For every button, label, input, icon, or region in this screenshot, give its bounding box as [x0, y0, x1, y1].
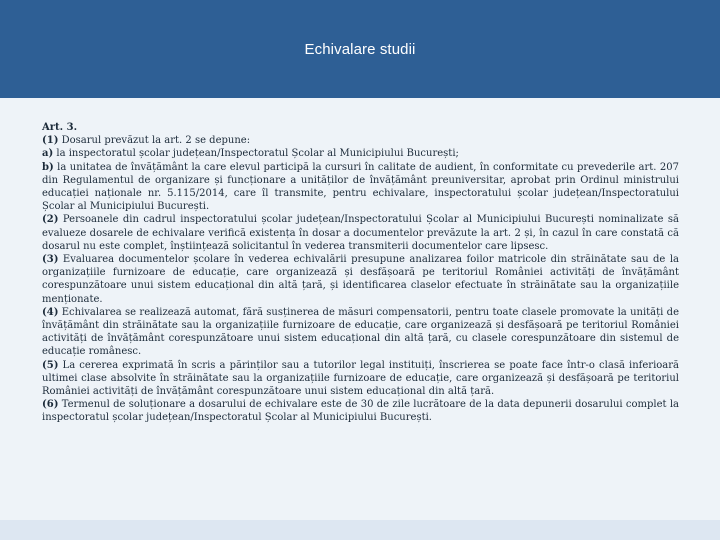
paragraph-text: la unitatea de învățământ la care elevul participă la cursuri în calitate de audient, în conformitate cu prevederile art. 207 din Regulamentul de organizare și funcționare a unităților de învățământ preuniversitar, aprobat prin Ordinul ministrului educației naționale nr. 5.115/2014, care îl transmite, pentru echivalare, inspectoratului școlar județean/Inspectoratului Școlar al Municipiului București.: [42, 161, 679, 213]
paragraph-number: b): [42, 161, 54, 173]
paragraph-3: [42, 253, 679, 306]
paragraph-text: Dosarul prevăzut la art. 2 se depune:: [58, 135, 251, 147]
paragraph-number: (4): [42, 306, 59, 318]
article-heading: [42, 121, 679, 134]
paragraph-1: [42, 134, 679, 147]
paragraph-text: Evaluarea documentelor școlare în vederea echivalării presupune analizarea foilor matricole din străinătate sau de la organizațiile furnizoare de educație, care organizează și desfășoară pe teritoriul României activități de învățământ corespunzătoare unui sistem educațional din altă țară, și identificarea claselor efectuate în străinătate sau la organizațiile menționate.: [42, 254, 679, 305]
paragraph-number: (1): [42, 135, 59, 147]
slide-title: Echivalare studii: [304, 40, 416, 58]
article-heading-label: Art. 3.: [42, 122, 78, 133]
slide-header: [0, 0, 720, 98]
paragraph-number: a): [42, 148, 54, 160]
footer-bar: [0, 520, 720, 540]
paragraph-number: (6): [42, 399, 59, 411]
paragraph-text: La cererea exprimată în scris a părinților sau a tutorilor legal instituiți, înscrierea se poate face într-o clasă inferioară ultimei clase absolvite în străinătate sau la organizațiile furnizoare de educație, care organizează și desfășoară pe teritoriul României activități de învățământ corespunzătoare unui sistem educațional din altă țară.: [42, 359, 679, 398]
article-body: [42, 121, 679, 425]
paragraph-4: [42, 306, 679, 359]
paragraph-1-b: [42, 161, 679, 214]
paragraph-number: (3): [42, 254, 59, 266]
paragraph-2: [42, 213, 679, 253]
paragraph-1-a: [42, 147, 679, 160]
paragraph-text: Persoanele din cadrul inspectoratului școlar județean/Inspectoratului Școlar al Municipiului București nominalizate să evalueze dosarele de echivalare verifică existența în dosar a documentelor prevăzute la art. 2 și, în cazul în care constată că dosarul nu este complet, înștiințează solicitantul în vederea transmiterii documentelor care lipsesc.: [42, 214, 679, 252]
paragraph-5: [42, 359, 679, 399]
paragraph-text: la inspectoratul școlar județean/Inspectoratul Școlar al Municipiului București;: [53, 148, 459, 160]
paragraph-text: Echivalarea se realizează automat, fără susținerea de măsuri compensatorii, pentru toate clasele promovate la unități de învățământ din străinătate sau la organizațiile furnizoare de educație, care organizează și desfășoară pe teritoriul României activități de învățământ corespunzătoare unui sistem educațional din altă țară, cu clasele corespunzătoare din sistemul de educație românesc.: [42, 306, 679, 358]
paragraph-text: Termenul de soluționare a dosarului de echivalare este de 30 de zile lucrătoare de la data depunerii dosarului complet la inspectoratul școlar județean/Inspectoratul Școlar al Municipiului București.: [42, 399, 679, 424]
paragraph-number: (2): [42, 214, 59, 226]
paragraph-number: (5): [42, 359, 59, 371]
paragraph-6: [42, 398, 679, 424]
